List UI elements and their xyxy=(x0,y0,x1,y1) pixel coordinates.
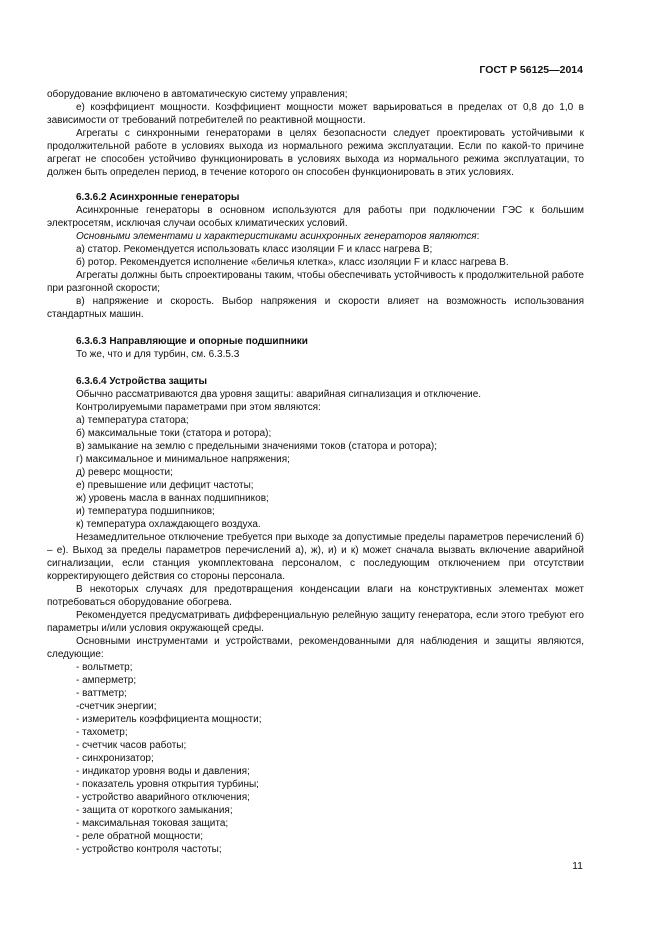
list-item: - амперметр; xyxy=(76,675,137,686)
list-item: - ваттметр; xyxy=(76,688,127,699)
italic-text: Основными элементами и характеристиками асинхронных генераторов являются xyxy=(76,231,477,242)
list-item: б) максимальные токи (статора и ротора); xyxy=(76,428,272,439)
params-list xyxy=(47,414,584,531)
paragraph-differential: Рекомендуется предусматривать дифференциальную релейную защиту генератора, если этого требуют его параметры и/или условия окружающей среды. xyxy=(47,610,584,634)
section-heading-6364: 6.3.6.4 Устройства защиты xyxy=(76,376,208,387)
list-item: и) температура подшипников; xyxy=(76,506,215,517)
list-item: - реле обратной мощности; xyxy=(76,831,203,842)
list-item: в) замыкание на землю с предельными значениями токов (статора и ротора); xyxy=(76,441,438,452)
list-item: - синхронизатор; xyxy=(76,753,154,764)
list-item: е) превышение или дефицит частоты; xyxy=(76,480,254,491)
list-item: а) температура статора; xyxy=(76,415,189,426)
list-item: - показатель уровня открытия турбины; xyxy=(76,779,259,790)
list-item: - устройство аварийного отключения; xyxy=(76,792,250,803)
list-item: д) реверс мощности; xyxy=(76,467,173,478)
paragraph-protection-levels: Обычно рассматриваются два уровня защиты: аварийная сигнализация и отключение. xyxy=(76,389,482,400)
paragraph-sync-generators: Агрегаты с синхронными генераторами в целях безопасности следует проектировать устойчивыми к продолжительной работе в условиях выхода из нормального режима эксплуатации. Если по какой-то причине агрегат не способен устойчиво функционировать в условиях выхода из нормального режима эксплуатации, то должен быть определен период, в течение которого он способен функционировать в этих условиях. xyxy=(47,128,584,178)
paragraph-runaway: Агрегаты должны быть спроектированы таким, чтобы обеспечивать устойчивость к продолжительной работе при разгонной скорости; xyxy=(47,270,584,294)
list-item-voltage: в) напряжение и скорость. Выбор напряжения и скорости влияет на возможность использования стандартных машин. xyxy=(47,296,584,320)
list-item: ж) уровень масла в ваннах подшипников; xyxy=(76,493,269,504)
list-item-stator: а) статор. Рекомендуется использовать класс изоляции F и класс нагрева B; xyxy=(76,244,433,255)
paragraph-bearings: То же, что и для турбин, см. 6.3.5.3 xyxy=(76,349,240,360)
list-item: - максимальная токовая защита; xyxy=(76,818,229,829)
list-item: -счетчик энергии; xyxy=(76,701,157,712)
list-item: - измеритель коэффициента мощности; xyxy=(76,714,262,725)
section-heading-6363: 6.3.6.3 Направляющие и опорные подшипники xyxy=(76,336,308,347)
paragraph-params-intro: Контролируемыми параметрами при этом являются: xyxy=(76,402,321,413)
list-item: - устройство контроля частоты; xyxy=(76,844,222,855)
paragraph-power-factor: е) коэффициент мощности. Коэффициент мощности может варьироваться в пределах от 0,8 до 1,0 в зависимости от требований потребителей по реактивной мощности. xyxy=(47,102,584,126)
paragraph-shutdown: Незамедлительное отключение требуется при выходе за допустимые пределы параметров перечислений б) – е). Выход за пределы параметров перечислений а), ж), и) и к) может сначала вызвать включение аварийной сигнализации, если станция укомплектована персоналом, с последующим отключением при отсутствии корректирующего действия со стороны персонала. xyxy=(47,532,584,582)
list-item: - защита от короткого замыкания; xyxy=(76,805,233,816)
page-number: 11 xyxy=(572,860,583,872)
paragraph-continued: оборудование включено в автоматическую систему управления; xyxy=(47,89,348,100)
section-heading-6362: 6.3.6.2 Асинхронные генераторы xyxy=(76,192,240,203)
list-item: - счетчик часов работы; xyxy=(76,740,187,751)
paragraph-heating: В некоторых случаях для предотвращения конденсации влаги на конструктивных элементах может потребоваться оборудование обогрева. xyxy=(47,584,584,608)
list-item: - вольтметр; xyxy=(76,662,133,673)
document-body xyxy=(47,88,584,856)
list-item-rotor: б) ротор. Рекомендуется исполнение «беличья клетка», класс изоляции F и класс нагрева B. xyxy=(76,257,509,268)
paragraph-instruments-intro: Основными инструментами и устройствами, рекомендованными для наблюдения и защиты являются, следующие: xyxy=(47,636,584,660)
paragraph-async-elements xyxy=(47,230,584,243)
list-item: - индикатор уровня воды и давления; xyxy=(76,766,250,777)
list-item: к) температура охлаждающего воздуха. xyxy=(76,519,261,530)
paragraph-async-intro: Асинхронные генераторы в основном используются для работы при подключении ГЭС к большим электросетям, исключая случаи особых климатических условий. xyxy=(47,205,584,229)
instruments-list xyxy=(47,661,584,856)
document-header: ГОСТ Р 56125—2014 xyxy=(479,64,583,76)
italic-tail: : xyxy=(476,231,480,242)
list-item: - тахометр; xyxy=(76,727,128,738)
list-item: г) максимальное и минимальное напряжения; xyxy=(76,454,290,465)
